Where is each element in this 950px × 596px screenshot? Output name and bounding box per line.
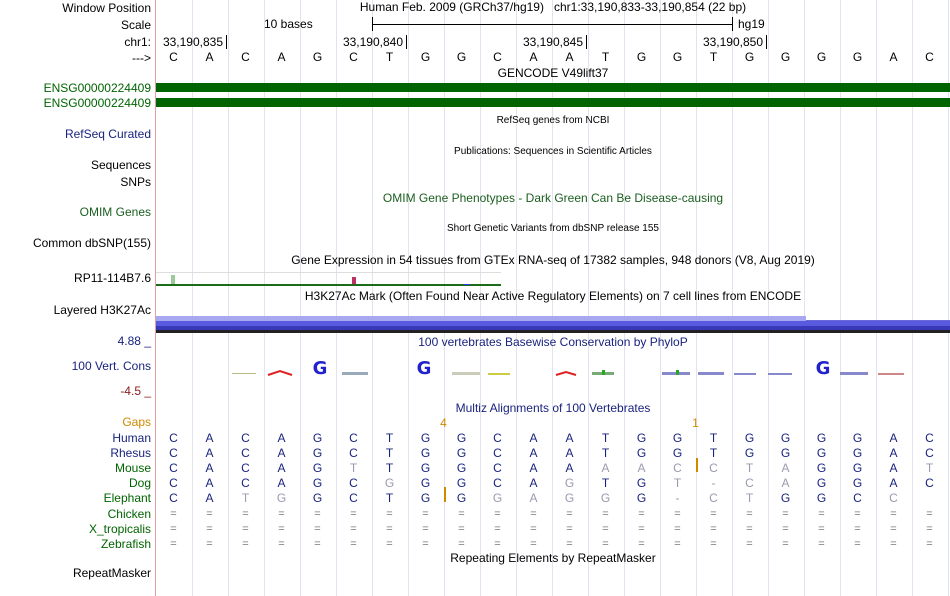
- alignment-base: C: [493, 431, 502, 445]
- alignment-base: =: [638, 538, 645, 550]
- alignment-base: G: [456, 431, 467, 445]
- alignment-base: T: [709, 431, 718, 445]
- alignment-base: G: [312, 461, 323, 475]
- alignment-base: A: [781, 476, 790, 490]
- dbsnp-track-title: Short Genetic Variants from dbSNP release 155: [447, 223, 659, 234]
- alignment-base: =: [818, 538, 825, 550]
- alignment-base: T: [745, 461, 754, 475]
- alignment-base: =: [170, 508, 177, 520]
- alignment-base: C: [493, 476, 502, 490]
- alignment-base: =: [386, 508, 393, 520]
- phylop-small-mark: [488, 373, 510, 375]
- alignment-base: C: [169, 491, 178, 505]
- alignment-base: G: [276, 491, 287, 505]
- sequence-base: C: [349, 50, 358, 64]
- alignment-base: =: [782, 523, 789, 535]
- alignment-base: G: [456, 491, 467, 505]
- alignment-base: C: [709, 491, 718, 505]
- alignment-base: G: [492, 491, 503, 505]
- alignment-base: A: [205, 461, 214, 475]
- alignment-row: [156, 522, 950, 536]
- alignment-base: G: [816, 476, 827, 490]
- alignment-base: A: [205, 431, 214, 445]
- alignment-base: A: [529, 461, 538, 475]
- alignment-base: C: [241, 431, 250, 445]
- alignment-base: A: [889, 446, 898, 460]
- alignment-base: A: [205, 446, 214, 460]
- phylop-small-mark: [768, 373, 792, 375]
- alignment-row: [156, 537, 950, 551]
- alignment-base: =: [566, 523, 573, 535]
- alignment-base: A: [529, 491, 538, 505]
- phylop-ymax-label: 4.88 _: [117, 334, 151, 348]
- sequence-base: A: [529, 50, 538, 64]
- alignment-base: A: [529, 476, 538, 490]
- alignment-base: =: [350, 523, 357, 535]
- alignment-base: C: [493, 446, 502, 460]
- alignment-base: T: [925, 461, 934, 475]
- sequence-base: G: [420, 50, 431, 64]
- sequence-base: T: [709, 50, 718, 64]
- gap-count: 4: [440, 416, 447, 430]
- alignment-base: G: [312, 446, 323, 460]
- alignment-base: C: [349, 431, 358, 445]
- alignment-base: G: [420, 431, 431, 445]
- alignment-base: G: [420, 461, 431, 475]
- alignment-base: A: [277, 476, 286, 490]
- alignment-row: [156, 461, 950, 475]
- alignment-base: A: [205, 476, 214, 490]
- alignment-base: A: [565, 446, 574, 460]
- alignment-base: =: [674, 508, 681, 520]
- alignment-base: G: [636, 446, 647, 460]
- alignment-base: T: [601, 431, 610, 445]
- alignment-row: [156, 446, 950, 460]
- alignment-base: G: [564, 476, 575, 490]
- alignment-base: =: [206, 538, 213, 550]
- db-label: hg19: [738, 17, 765, 31]
- phylop-small-mark: [232, 373, 256, 374]
- gap-count: 1: [692, 416, 699, 430]
- alignment-base: =: [494, 508, 501, 520]
- alignment-base: T: [745, 491, 754, 505]
- alignment-base: G: [420, 446, 431, 460]
- alignment-base: A: [205, 491, 214, 505]
- alignment-base: =: [206, 508, 213, 520]
- alignment-base: =: [242, 508, 249, 520]
- alignment-base: =: [422, 538, 429, 550]
- species-label-x_tropicalis: X_tropicalis: [88, 522, 151, 536]
- ruler-header: [156, 0, 950, 14]
- alignment-base: A: [889, 476, 898, 490]
- refseq-track-label[interactable]: RefSeq Curated: [64, 127, 151, 141]
- alignment-base: =: [854, 508, 861, 520]
- alignment-base: =: [314, 508, 321, 520]
- alignment-base: G: [780, 446, 791, 460]
- alignment-base: =: [926, 508, 933, 520]
- alignment-base: G: [780, 491, 791, 505]
- alignment-base: G: [420, 476, 431, 490]
- sequence-base: G: [744, 50, 755, 64]
- alignment-base: T: [241, 491, 250, 505]
- h3k27ac-signal[interactable]: [156, 316, 950, 333]
- alignment-base: C: [241, 461, 250, 475]
- sequence-base: G: [672, 50, 683, 64]
- gaps-label: Gaps: [122, 415, 151, 429]
- alignment-base: G: [744, 446, 755, 460]
- alignment-base: =: [242, 538, 249, 550]
- alignment-base: C: [493, 461, 502, 475]
- phylop-small-mark: [452, 372, 480, 375]
- alignment-base: =: [494, 523, 501, 535]
- phylop-small-mark: [878, 373, 904, 375]
- alignment-base: =: [458, 523, 465, 535]
- alignment-base: C: [709, 461, 718, 475]
- alignment-base: =: [278, 508, 285, 520]
- alignment-base: G: [852, 431, 863, 445]
- alignment-base: A: [781, 461, 790, 475]
- ruler-position: 33,190,840: [343, 35, 407, 49]
- dbsnp-track-label[interactable]: Common dbSNP(155): [32, 236, 151, 250]
- alignment-base: G: [672, 446, 683, 460]
- alignment-base: -: [675, 491, 680, 505]
- phylop-letter-g: G: [312, 358, 328, 379]
- alignment-base: =: [566, 508, 573, 520]
- alignment-base: G: [816, 446, 827, 460]
- assembly-title: Human Feb. 2009 (GRCh37/hg19): [359, 0, 544, 14]
- sequence-base: G: [852, 50, 863, 64]
- alignment-row: [156, 507, 950, 521]
- publications-sequences-label[interactable]: Sequences: [90, 158, 151, 172]
- phylop-small-mark: [734, 373, 756, 375]
- alignment-base: A: [601, 461, 610, 475]
- alignment-base: =: [818, 508, 825, 520]
- alignment-base: C: [349, 446, 358, 460]
- alignment-base: G: [456, 476, 467, 490]
- alignment-base: =: [170, 538, 177, 550]
- species-label-chicken: Chicken: [107, 507, 151, 521]
- publications-track-title: Publications: Sequences in Scientific Articles: [454, 146, 652, 157]
- alignment-base: G: [672, 431, 683, 445]
- alignment-row: [156, 431, 950, 445]
- alignment-base: =: [818, 523, 825, 535]
- alignment-base: G: [852, 461, 863, 475]
- alignment-base: T: [385, 461, 394, 475]
- alignment-base: =: [494, 538, 501, 550]
- alignment-base: =: [746, 523, 753, 535]
- alignment-base: =: [638, 508, 645, 520]
- alignment-base: G: [312, 476, 323, 490]
- scale-label: Scale: [120, 18, 151, 32]
- alignment-base: C: [169, 461, 178, 475]
- alignment-base: =: [890, 523, 897, 535]
- alignment-base: T: [385, 431, 394, 445]
- alignment-base: A: [565, 431, 574, 445]
- phylop-small-mark: [602, 370, 605, 375]
- refseq-track-title: RefSeq genes from NCBI: [496, 115, 610, 126]
- sequence-base: T: [601, 50, 610, 64]
- alignment-base: A: [565, 461, 574, 475]
- gtex-feature[interactable]: [156, 272, 501, 287]
- alignment-base: G: [420, 491, 431, 505]
- alignment-base: C: [241, 476, 250, 490]
- phylop-letter-g: G: [416, 358, 432, 379]
- alignment-base: =: [710, 523, 717, 535]
- alignment-base: G: [816, 431, 827, 445]
- multiz-track-title: Multiz Alignments of 100 Vertebrates: [455, 401, 651, 415]
- scale-bar-label: 10 bases: [264, 17, 313, 31]
- alignment-base: =: [602, 538, 609, 550]
- alignment-base: G: [384, 476, 395, 490]
- alignment-base: A: [889, 431, 898, 445]
- phylop-ymin-label: -4.5 _: [120, 384, 151, 398]
- alignment-base: =: [278, 523, 285, 535]
- sequence-base: C: [169, 50, 178, 64]
- repeatmasker-track-label[interactable]: RepeatMasker: [72, 566, 151, 580]
- alignment-base: T: [349, 461, 358, 475]
- window-position-label: Window Position: [62, 1, 151, 15]
- phylop-small-mark: [698, 372, 724, 375]
- h3k27ac-track-title: H3K27Ac Mark (Often Found Near Active Regulatory Elements) on 7 cell lines from ENCODE: [304, 289, 802, 303]
- alignment-base: C: [673, 461, 682, 475]
- alignment-base: =: [314, 523, 321, 535]
- alignment-base: C: [349, 491, 358, 505]
- alignment-base: G: [636, 476, 647, 490]
- chrom-label: chr1:: [124, 35, 151, 49]
- sequence-base: A: [889, 50, 898, 64]
- alignment-base: =: [242, 523, 249, 535]
- alignment-base: A: [277, 446, 286, 460]
- alignment-base: =: [674, 523, 681, 535]
- sequence-base: T: [385, 50, 394, 64]
- gencode-item-label-1[interactable]: ENSG00000224409: [43, 81, 151, 95]
- alignment-base: =: [386, 523, 393, 535]
- alignment-base: G: [312, 431, 323, 445]
- alignment-base: =: [458, 538, 465, 550]
- alignment-base: =: [530, 538, 537, 550]
- alignment-base: C: [853, 491, 862, 505]
- species-label-dog: Dog: [128, 476, 151, 490]
- alignment-base: C: [889, 491, 898, 505]
- alignment-base: A: [529, 446, 538, 460]
- species-label-mouse: Mouse: [114, 461, 151, 475]
- sequence-base: A: [565, 50, 574, 64]
- alignment-base: T: [385, 491, 394, 505]
- alignment-base: C: [925, 446, 934, 460]
- alignment-base: G: [816, 491, 827, 505]
- ruler-position: 33,190,850: [703, 35, 767, 49]
- sequence-base: C: [925, 50, 934, 64]
- sequence-base: C: [493, 50, 502, 64]
- alignment-base: T: [601, 446, 610, 460]
- alignment-base: G: [852, 476, 863, 490]
- alignment-base: =: [602, 508, 609, 520]
- alignment-base: C: [169, 476, 178, 490]
- alignment-base: =: [638, 523, 645, 535]
- alignment-base: G: [636, 491, 647, 505]
- phylop-track-label[interactable]: 100 Vert. Cons: [71, 359, 151, 373]
- alignment-base: A: [277, 461, 286, 475]
- alignment-base: =: [386, 538, 393, 550]
- omim-track-label[interactable]: OMIM Genes: [79, 205, 151, 219]
- ruler-position: 33,190,845: [523, 35, 587, 49]
- alignment-row: [156, 476, 950, 490]
- alignment-base: =: [854, 538, 861, 550]
- tracks-area[interactable]: [156, 0, 950, 596]
- alignment-base: G: [312, 491, 323, 505]
- alignment-base: A: [889, 461, 898, 475]
- alignment-base: =: [314, 538, 321, 550]
- scale-bar: [264, 17, 765, 31]
- species-label-elephant: Elephant: [103, 491, 151, 505]
- alignment-base: =: [422, 523, 429, 535]
- h3k27ac-track-label[interactable]: Layered H3K27Ac: [53, 303, 151, 317]
- alignment-base: A: [529, 431, 538, 445]
- alignment-base: G: [564, 491, 575, 505]
- alignment-base: =: [854, 523, 861, 535]
- phylop-small-mark: [342, 372, 368, 375]
- alignment-base: G: [636, 431, 647, 445]
- sequence-base: G: [456, 50, 467, 64]
- sequence-base: A: [205, 50, 214, 64]
- alignment-base: =: [890, 538, 897, 550]
- alignment-base: T: [385, 446, 394, 460]
- gencode-feature-2[interactable]: [156, 98, 950, 107]
- sequence-base: G: [636, 50, 647, 64]
- sequence-base: A: [277, 50, 286, 64]
- alignment-base: =: [350, 538, 357, 550]
- alignment-base: =: [746, 538, 753, 550]
- alignment-base: G: [456, 461, 467, 475]
- region-title: chr1:33,190,833-33,190,854 (22 bp): [553, 0, 747, 14]
- gencode-track-title: GENCODE V49lift37: [497, 66, 609, 80]
- alignment-base: =: [278, 538, 285, 550]
- alignment-row: [156, 491, 950, 505]
- alignment-base: =: [710, 538, 717, 550]
- alignment-base: C: [241, 446, 250, 460]
- phylop-letter-a: [556, 372, 576, 375]
- species-label-rhesus: Rhesus: [110, 446, 151, 460]
- strand-arrow-label: --->: [132, 51, 151, 65]
- alignment-base: C: [169, 431, 178, 445]
- phylop-letter-a: [268, 371, 292, 375]
- alignment-base: G: [780, 431, 791, 445]
- alignment-base: C: [925, 431, 934, 445]
- sequence-base: G: [312, 50, 323, 64]
- repeatmasker-track-title: Repeating Elements by RepeatMasker: [450, 551, 656, 565]
- alignment-base: -: [711, 476, 716, 490]
- alignment-base: =: [782, 538, 789, 550]
- omim-track-title: OMIM Gene Phenotypes - Dark Green Can Be Disease-causing: [382, 191, 724, 205]
- alignment-base: =: [458, 508, 465, 520]
- publications-snps-label[interactable]: SNPs: [120, 175, 151, 189]
- phylop-letter-g: G: [815, 358, 831, 379]
- sequence-base: C: [241, 50, 250, 64]
- alignment-base: =: [926, 538, 933, 550]
- alignment-base: G: [744, 431, 755, 445]
- alignment-base: =: [746, 508, 753, 520]
- alignment-base: =: [530, 508, 537, 520]
- alignment-base: =: [602, 523, 609, 535]
- alignment-base: G: [456, 446, 467, 460]
- alignment-base: =: [710, 508, 717, 520]
- phylop-small-mark: [676, 370, 679, 375]
- alignment-base: =: [422, 508, 429, 520]
- alignment-base: =: [674, 538, 681, 550]
- alignment-base: =: [890, 508, 897, 520]
- alignment-base: =: [350, 508, 357, 520]
- alignment-base: G: [600, 491, 611, 505]
- phylop-small-mark: [840, 372, 868, 375]
- alignment-base: C: [349, 476, 358, 490]
- gtex-track-title: Gene Expression in 54 tissues from GTEx RNA-seq of 17382 samples, 948 donors (V8, Aug 2019): [291, 253, 815, 267]
- alignment-base: =: [926, 523, 933, 535]
- ruler-position: 33,190,835: [163, 35, 227, 49]
- alignment-base: C: [925, 476, 934, 490]
- alignment-base: A: [637, 461, 646, 475]
- alignment-base: G: [852, 446, 863, 460]
- alignment-base: =: [782, 508, 789, 520]
- alignment-base: =: [530, 523, 537, 535]
- alignment-base: =: [566, 538, 573, 550]
- gencode-feature-1[interactable]: [156, 83, 950, 92]
- alignment-base: G: [816, 461, 827, 475]
- alignment-base: T: [601, 476, 610, 490]
- sequence-base: G: [816, 50, 827, 64]
- species-label-human: Human: [112, 431, 151, 445]
- gtex-item-label[interactable]: RP11-114B7.6: [74, 271, 151, 285]
- alignment-base: T: [709, 446, 718, 460]
- species-label-zebrafish: Zebrafish: [100, 537, 151, 551]
- alignment-base: A: [277, 431, 286, 445]
- alignment-base: =: [206, 523, 213, 535]
- alignment-base: C: [169, 446, 178, 460]
- alignment-base: T: [673, 476, 682, 490]
- alignment-base: C: [745, 476, 754, 490]
- phylop-logo[interactable]: [156, 356, 950, 382]
- gencode-item-label-2[interactable]: ENSG00000224409: [43, 96, 151, 110]
- sequence-base: G: [780, 50, 791, 64]
- alignment-base: =: [170, 523, 177, 535]
- track-labels: [0, 0, 153, 596]
- phylop-track-title: 100 vertebrates Basewise Conservation by PhyloP: [418, 335, 688, 349]
